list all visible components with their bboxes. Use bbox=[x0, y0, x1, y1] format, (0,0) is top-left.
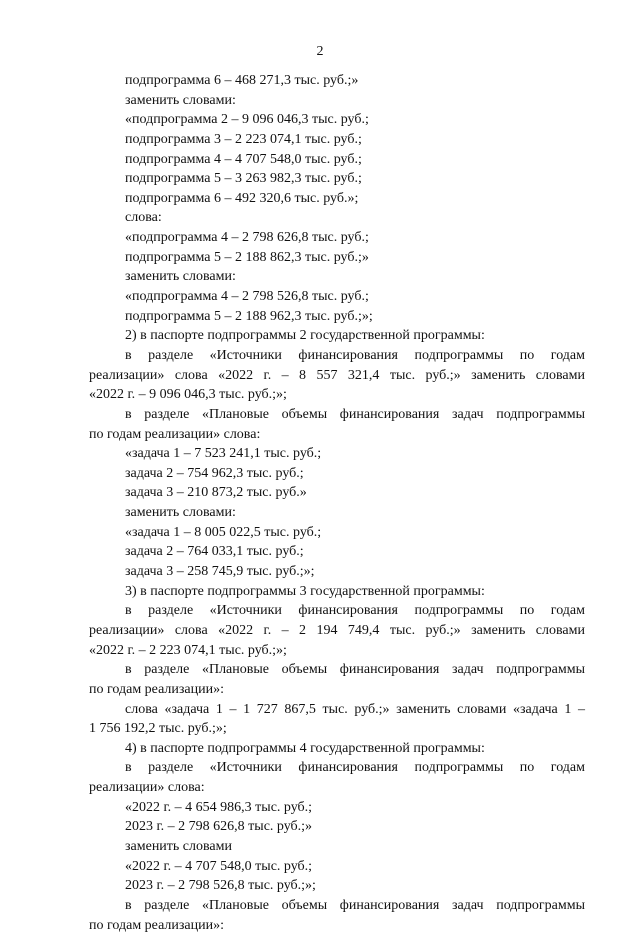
text-line: заменить словами bbox=[125, 838, 232, 854]
text-line: 1 756 192,2 тыс. руб.;»; bbox=[89, 721, 227, 737]
text-line: подпрограмма 3 – 2 223 074,1 тыс. руб.; bbox=[125, 131, 362, 147]
text-line: «подпрограмма 4 – 2 798 626,8 тыс. руб.; bbox=[125, 230, 369, 246]
text-line: подпрограмма 5 – 3 263 982,3 тыс. руб.; bbox=[125, 171, 362, 187]
text-line: слова: bbox=[125, 210, 162, 226]
text-line: «подпрограмма 4 – 2 798 526,8 тыс. руб.; bbox=[125, 289, 369, 305]
text-line: подпрограмма 5 – 2 188 962,3 тыс. руб.;»; bbox=[125, 308, 373, 324]
text-line: «2022 г. – 4 654 986,3 тыс. руб.; bbox=[125, 799, 313, 815]
page-number: 2 bbox=[316, 44, 324, 59]
text-line: подпрограмма 6 – 468 271,3 тыс. руб.;» bbox=[125, 73, 359, 88]
text-line: «2022 г. – 2 223 074,1 тыс. руб.;»; bbox=[89, 642, 287, 658]
text-line: «задача 1 – 7 523 241,1 тыс. руб.; bbox=[125, 446, 322, 462]
text-line: в разделе «Источники финансирования подпрограммы по годам bbox=[125, 760, 585, 776]
text-line: задача 2 – 754 962,3 тыс. руб.; bbox=[125, 465, 304, 481]
text-line: реализации» слова: bbox=[89, 780, 205, 796]
text-line: реализации» слова «2022 г. – 8 557 321,4 тыс. руб.;» заменить словами bbox=[89, 367, 585, 383]
text-line: подпрограмма 5 – 2 188 862,3 тыс. руб.;» bbox=[125, 249, 369, 265]
text-line: задача 3 – 258 745,9 тыс. руб.;»; bbox=[125, 564, 315, 580]
text-line: заменить словами: bbox=[125, 505, 236, 521]
document-body bbox=[89, 71, 585, 935]
text-line: заменить словами: bbox=[125, 269, 236, 285]
text-line: задача 3 – 210 873,2 тыс. руб.» bbox=[125, 485, 307, 501]
text-line: по годам реализации» слова: bbox=[89, 426, 261, 442]
text-line: заменить словами: bbox=[125, 92, 236, 108]
text-line: в разделе «Плановые объемы финансирования задач подпрограммы bbox=[125, 662, 585, 678]
text-line: в разделе «Плановые объемы финансирования задач подпрограммы bbox=[125, 406, 585, 422]
text-line: слова «задача 1 – 1 727 867,5 тыс. руб.;» заменить словами «задача 1 – bbox=[125, 701, 585, 717]
text-line: в разделе «Источники финансирования подпрограммы по годам bbox=[125, 347, 585, 363]
text-line: «2022 г. – 4 707 548,0 тыс. руб.; bbox=[125, 858, 313, 874]
text-line: 4) в паспорте подпрограммы 4 государственной программы: bbox=[125, 740, 485, 756]
text-line: подпрограмма 4 – 4 707 548,0 тыс. руб.; bbox=[125, 151, 362, 167]
text-line: в разделе «Плановые объемы финансирования задач подпрограммы bbox=[125, 897, 585, 913]
text-line: «задача 1 – 8 005 022,5 тыс. руб.; bbox=[125, 524, 322, 540]
text-line: по годам реализации»: bbox=[89, 917, 224, 933]
text-line: по годам реализации»: bbox=[89, 681, 224, 697]
text-line: «2022 г. – 9 096 046,3 тыс. руб.;»; bbox=[89, 387, 287, 403]
text-line: 2) в паспорте подпрограммы 2 государственной программы: bbox=[125, 328, 485, 344]
text-line: 2023 г. – 2 798 626,8 тыс. руб.;» bbox=[125, 819, 313, 835]
text-line: подпрограмма 6 – 492 320,6 тыс. руб.»; bbox=[125, 190, 359, 206]
text-line: 3) в паспорте подпрограммы 3 государственной программы: bbox=[125, 583, 485, 599]
text-line: в разделе «Источники финансирования подпрограммы по годам bbox=[125, 603, 585, 619]
text-line: задача 2 – 764 033,1 тыс. руб.; bbox=[125, 544, 304, 560]
text-line: «подпрограмма 2 – 9 096 046,3 тыс. руб.; bbox=[125, 112, 369, 128]
text-line: 2023 г. – 2 798 526,8 тыс. руб.;»; bbox=[125, 878, 316, 894]
text-line: реализации» слова «2022 г. – 2 194 749,4 тыс. руб.;» заменить словами bbox=[89, 622, 585, 638]
